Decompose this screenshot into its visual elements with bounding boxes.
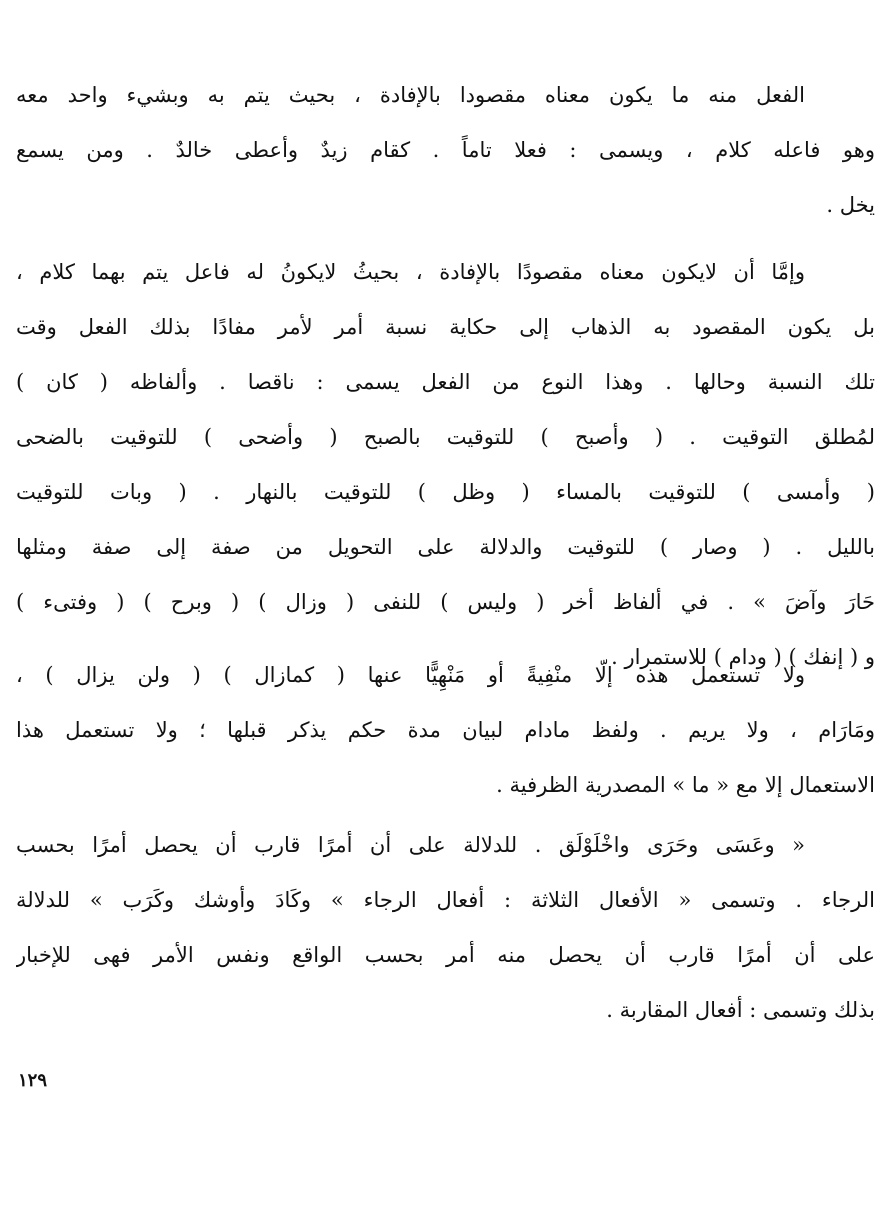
text-line: ( وأمسى ) للتوقيت بالمساء ( وظل ) للتوقيت بالنهار . ( وبات للتوقيت [16,480,875,504]
text-line: بالليل . ( وصار ) للتوقيت والدلالة على التحويل من صفة إلى صفة ومثلها [16,535,875,559]
paragraph-usage-condition [16,648,875,813]
page-number: ١٢٩ [18,1070,48,1091]
text-line: يخل . [826,193,875,217]
paragraph-naqis-verb [16,245,875,685]
text-line: وهو فاعله كلام ، ويسمى : فعلا تاماً . كقام زيدٌ وأعطى خالدٌ . ومن يسمع [16,138,875,162]
paragraph-tam-verb [16,68,875,233]
text-line: حَارَ وآضَ » . في ألفاظ أخر ( وليس ) للنفى ( وزال ) ( وبرح ) ( وفتىء ) [16,590,875,614]
text-line: ولا تستعمل هذه إلّا منْفِيةً أو مَنْهِيًّا عنها ( كمازال ) ( ولن يزال ) ، [16,663,805,687]
text-line: الرجاء . وتسمى « الأفعال الثلاثة : أفعال الرجاء » وكَادَ وأوشك وكَرَب » للدلالة [16,888,875,912]
paragraph-hope-and-approach-verbs [16,818,875,1038]
text-line: ومَارَام ، ولا يريم . ولفظ مادام لبيان مدة حكم يذكر قبلها ؛ ولا تستعمل هذا [16,718,875,742]
text-line: على أن أمرًا قارب أن يحصل منه أمر بحسب الواقع ونفس الأمر فهى للإخبار [16,943,875,967]
text-line: الفعل منه ما يكون معناه مقصودا بالإفادة ، بحيث يتم به وبشيء واحد معه [16,83,805,107]
text-line: الاستعمال إلا مع « ما » المصدرية الظرفية . [496,773,875,797]
text-line: « وعَسَى وحَرَى واخْلَوْلَق . للدلالة على أن أمرًا قارب أن يحصل أمرًا بحسب [16,833,805,857]
text-line: و ( إنفك ) ( ودام ) للاستمرار . [611,645,875,669]
text-line: تلك النسبة وحالها . وهذا النوع من الفعل يسمى : ناقصا . وألفاظه ( كان ) [16,370,875,394]
text-line: بل يكون المقصود به الذهاب إلى حكاية نسبة أمر لأمر مفادًا بذلك الفعل وقت [16,315,875,339]
text-line: وإمَّا أن لايكون معناه مقصودًا بالإفادة ، بحيثُ لايكونُ له فاعل يتم بهما كلام ، [16,260,805,284]
text-line: بذلك وتسمى : أفعال المقاربة . [606,998,875,1022]
text-line: لمُطلق التوقيت . ( وأصبح ) للتوقيت بالصبح ( وأضحى ) للتوقيت بالضحى [16,425,875,449]
